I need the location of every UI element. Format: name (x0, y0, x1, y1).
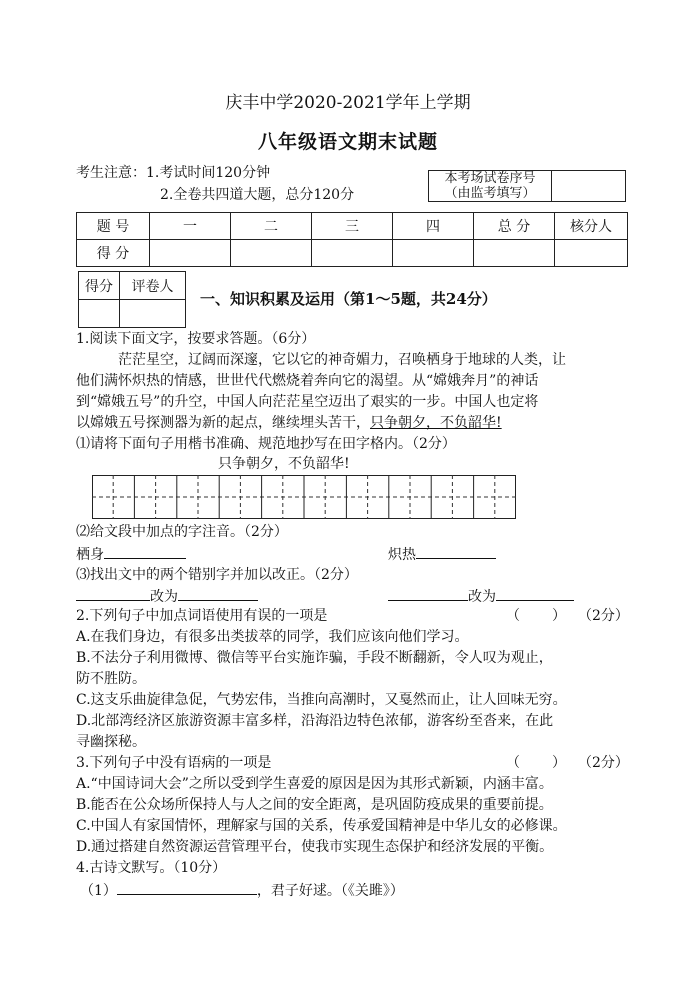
q1-passage-line: 到“嫦娥五号”的升空，中国人向茫茫星空迈出了艰实的一步。中国人也定将 (76, 394, 539, 410)
q1-passage-line (76, 413, 502, 435)
q1-word1: 栖身 (76, 547, 104, 563)
q2-option: D.北部湾经济区旅游资源丰富多样，沿海沿边特色浓郁，游客纷至沓来，在此 (76, 713, 554, 729)
q2-stem: 2.下列句子中加点词语使用有误的一项是 (76, 608, 328, 624)
notice-label: 考生注意： (76, 165, 146, 181)
exam-seq-label-cell (429, 171, 552, 202)
grader-name-cell[interactable] (120, 300, 186, 328)
grader-table (78, 271, 186, 328)
score-input-cell[interactable] (150, 240, 231, 267)
q1-passage-text: 以嫦娥五号探测器为新的起点，继续埋头苦干， (76, 415, 370, 431)
q1-word1-line (76, 544, 186, 567)
q3-option: B.能否在公众场所保持人与人之间的安全距离，是巩固防疫成果的重要前提。 (76, 797, 553, 813)
score-table-header-row (77, 213, 628, 240)
q1-passage-line: 他们满怀炽热的情感，世世代代燃烧着奔向它的渴望。从“嫦娥奔月”的神话 (76, 373, 539, 389)
section1-title: 一、知识积累及运用（第1～5题，共24分） (200, 290, 497, 308)
exam-subject-title: 八年级语文期末试题 (257, 131, 438, 153)
q3-stem: 3.下列句子中没有语病的一项是 (76, 755, 272, 771)
q4-item1-text: ，君子好逑。（《关雎》） (256, 883, 404, 899)
score-input-cell[interactable] (555, 240, 628, 267)
wrong-char-blank-2[interactable] (388, 586, 468, 601)
notice-label-line (76, 162, 270, 182)
right-char-blank-1[interactable] (178, 586, 258, 601)
right-char-blank-2[interactable] (496, 586, 574, 601)
exam-school-title: 庆丰中学2020-2021学年上学期 (225, 93, 471, 113)
q3-option: C.中国人有家国情怀，理解家与国的关系，传承爱国精神是中华儿女的必修课。 (76, 818, 567, 834)
pinyin-blank-2[interactable] (416, 544, 496, 559)
q2-option: B.不法分子利用微博、微信等平台实施诈骗，手段不断翻新，令人叹为观止， (76, 650, 553, 666)
score-header-cell: 二 (231, 213, 312, 240)
tianzige-grid[interactable] (92, 475, 516, 519)
q4-item-1 (80, 880, 404, 903)
score-table (76, 212, 628, 267)
wrong-char-blank-1[interactable] (76, 586, 150, 601)
grader-name-label: 评卷人 (120, 272, 186, 300)
score-input-cell[interactable] (393, 240, 474, 267)
notice-item-1: 1.考试时间120分钟 (146, 165, 271, 181)
q1-copy-sentence: 只争朝夕，不负韶华! (218, 456, 350, 472)
q4-stem: 4.古诗文默写。（10分） (76, 860, 227, 876)
q2-option: C.这支乐曲旋律急促，气势宏伟，当推向高潮时，又戛然而止，让人回味无穷。 (76, 692, 567, 708)
exam-seq-line2: （由监考填写） (444, 186, 536, 201)
exam-seq-input-cell[interactable] (552, 171, 626, 202)
q3-answer-paren[interactable]: （ ） (506, 755, 566, 771)
score-header-cell: 核分人 (555, 213, 628, 240)
q1-passage-line: 茫茫星空，辽阔而深邃，它以它的神奇媚力，召唤栖身于地球的人类，让 (118, 352, 566, 368)
score-header-cell: 四 (393, 213, 474, 240)
score-table-score-row (77, 240, 628, 267)
score-header-cell: 题 号 (77, 213, 150, 240)
correct-label: 改为 (150, 589, 178, 605)
q1-stem: 1.阅读下面文字，按要求答题。（6分） (76, 331, 316, 347)
q2-option: A.在我们身边，有很多出类拔萃的同学，我们应该向他们学习。 (76, 629, 469, 645)
score-input-cell[interactable] (474, 240, 555, 267)
q1-sub2: ⑵给文段中加点的字注音。（2分） (76, 524, 288, 540)
q1-sub3: ⑶找出文中的两个错别字并加以改正。（2分） (76, 567, 358, 583)
q3-points: （2分） (578, 755, 629, 771)
score-input-cell[interactable] (231, 240, 312, 267)
grader-score-cell[interactable] (79, 300, 120, 328)
exam-seq-box (428, 170, 626, 202)
score-header-cell: 一 (150, 213, 231, 240)
q2-points: （2分） (578, 608, 629, 624)
q1-word2-line (388, 544, 496, 567)
q3-option: A.“中国诗词大会”之所以受到学生喜爱的原因是因为其形式新颖，内涵丰富。 (76, 776, 553, 792)
pinyin-blank-1[interactable] (104, 544, 186, 559)
score-row-label: 得 分 (77, 240, 150, 267)
grader-score-label: 得分 (79, 272, 120, 300)
q2-answer-paren[interactable]: （ ） (506, 608, 566, 624)
score-input-cell[interactable] (312, 240, 393, 267)
q4-item1-blank[interactable] (117, 880, 257, 895)
q1-underlined-phrase: 只争朝夕，不负韶华! (370, 415, 502, 431)
notice-item-2: 2.全卷共四道大题，总分120分 (160, 187, 355, 203)
score-header-cell: 总 分 (474, 213, 555, 240)
q2-option: 防不胜防。 (76, 671, 146, 687)
exam-seq-line1: 本考场试卷序号 (444, 171, 536, 186)
score-header-cell: 三 (312, 213, 393, 240)
correct-label: 改为 (468, 589, 496, 605)
q3-option: D.通过搭建自然资源运营管理平台，使我市实现生态保护和经济发展的平衡。 (76, 839, 554, 855)
q4-item1-number: （1） (80, 883, 117, 899)
q1-word2: 炽热 (388, 547, 416, 563)
q2-option: 寻幽探秘。 (76, 734, 146, 750)
q1-sub1: ⑴请将下面句子用楷书准确、规范地抄写在田字格内。（2分） (76, 436, 456, 452)
